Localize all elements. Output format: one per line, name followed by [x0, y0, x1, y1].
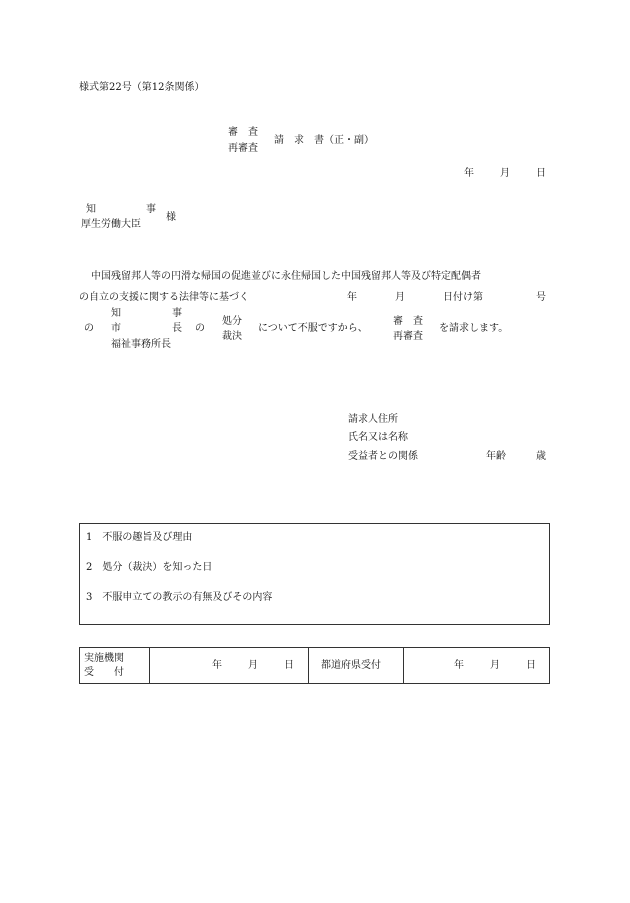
reception-prefecture: 都道府県受付 — [321, 660, 381, 671]
date-year: 年 — [464, 168, 474, 179]
items-box — [79, 523, 550, 625]
reception-year-2: 年 — [454, 660, 464, 671]
item-2: 2 処分（裁決）を知った日 — [86, 562, 213, 573]
body-dissatisfied: について不服ですから、 — [258, 323, 368, 334]
authority-mayor-2: 長 — [172, 323, 182, 334]
body-month: 月 — [395, 292, 405, 303]
title-review: 審 査 — [228, 127, 258, 138]
date-month: 月 — [500, 168, 510, 179]
body-no: の — [84, 323, 94, 334]
body-year: 年 — [347, 292, 357, 303]
addressee-minister: 厚生労働大臣 — [81, 219, 141, 230]
reception-day-2: 日 — [526, 660, 536, 671]
claimant-age-unit: 歳 — [536, 451, 546, 462]
table-divider — [149, 648, 150, 683]
addressee-governor-2: 事 — [146, 204, 156, 215]
body-line-1: 中国残留邦人等の円滑な帰国の促進並びに永住帰国した中国残留邦人等及び特定配偶者 — [91, 271, 481, 282]
item-1: 1 不服の趣旨及び理由 — [86, 532, 193, 543]
title-re-review: 再審査 — [228, 143, 258, 154]
decision-disposition: 処分 — [222, 316, 242, 327]
claimant-name-label: 氏名又は名称 — [348, 432, 408, 443]
reception-day-1: 日 — [284, 660, 294, 671]
item-3: 3 不服申立ての教示の有無及びその内容 — [86, 592, 273, 603]
table-divider — [403, 648, 404, 683]
date-day: 日 — [536, 168, 546, 179]
authority-mayor-1: 市 — [111, 323, 121, 334]
authority-welfare: 福祉事務所長 — [111, 339, 171, 350]
decision-ruling: 裁決 — [222, 331, 242, 342]
body-no-2: の — [195, 323, 205, 334]
reception-month-2: 月 — [490, 660, 500, 671]
table-divider — [308, 648, 309, 683]
body-request: を請求します。 — [439, 323, 509, 334]
addressee-governor-1: 知 — [86, 204, 96, 215]
body-review: 審 査 — [393, 316, 423, 327]
reception-agency-1: 実施機関 — [84, 653, 124, 664]
claimant-relation-label: 受益者との関係 — [348, 451, 418, 462]
authority-governor-2: 事 — [172, 308, 182, 319]
authority-governor-1: 知 — [111, 308, 121, 319]
body-dated-no: 日付け第 — [443, 292, 483, 303]
body-number: 号 — [536, 292, 546, 303]
body-re-review: 再審査 — [393, 331, 423, 342]
reception-agency-2: 受 付 — [84, 667, 124, 678]
claimant-age-label: 年齢 — [486, 451, 506, 462]
reception-month-1: 月 — [248, 660, 258, 671]
addressee-honorific: 様 — [166, 212, 176, 223]
reception-table — [79, 647, 550, 684]
form-label: 様式第22号（第12条関係） — [79, 82, 205, 93]
claimant-address-label: 請求人住所 — [348, 414, 398, 425]
reception-year-1: 年 — [212, 660, 222, 671]
page-title: 請 求 書（正・副） — [274, 135, 374, 146]
body-line-2: の自立の支援に関する法律等に基づく — [79, 292, 249, 303]
